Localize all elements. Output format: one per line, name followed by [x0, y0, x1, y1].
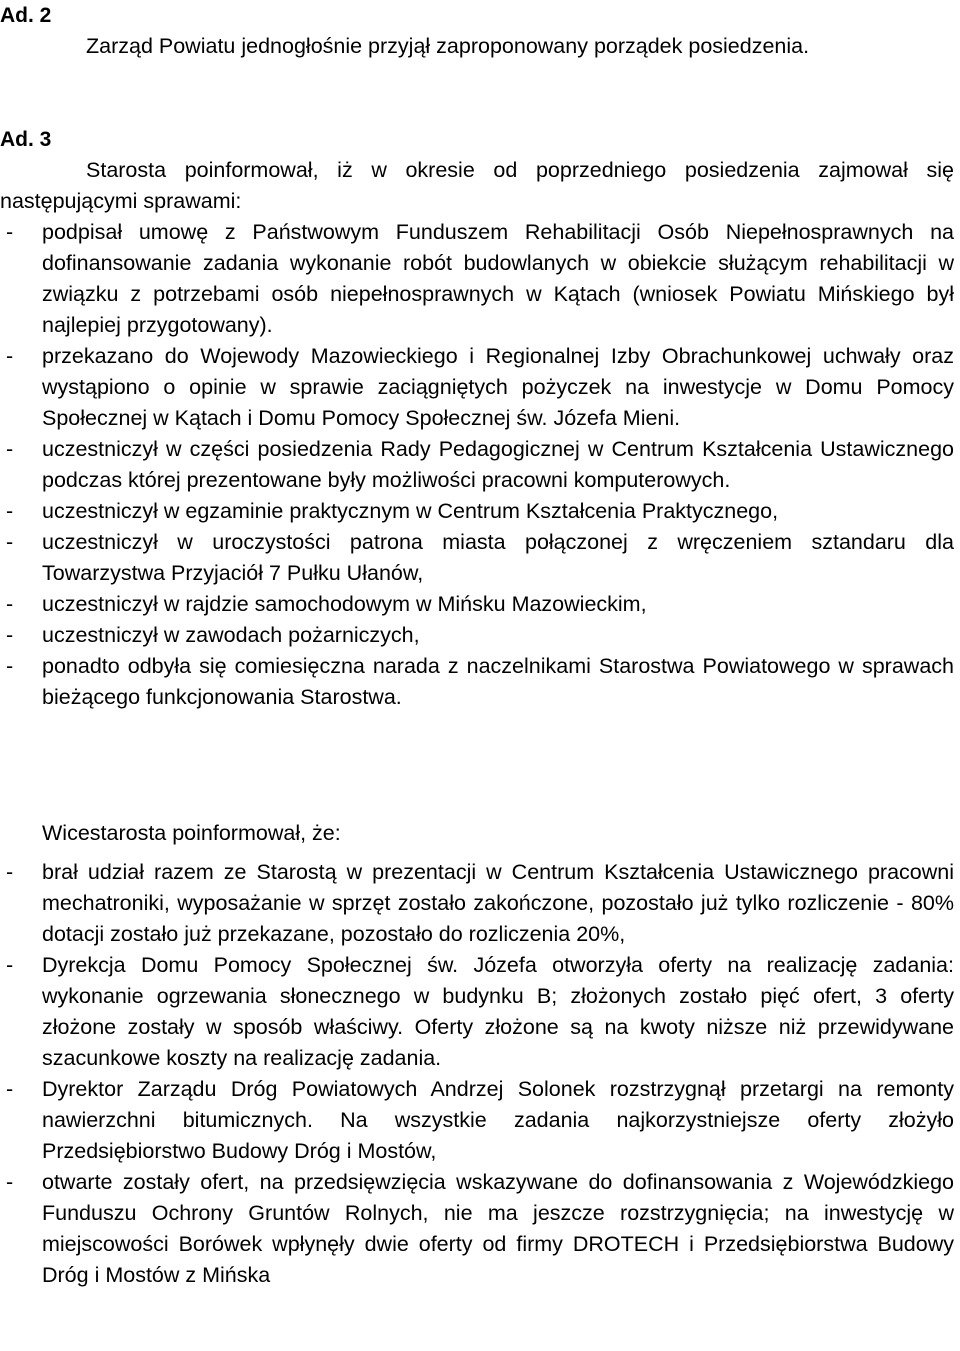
starosta-intro [0, 155, 954, 217]
list-dash: - [6, 1170, 14, 1194]
section-heading-ad3: Ad. 3 [0, 128, 52, 151]
list-item [0, 527, 954, 589]
list-dash: - [6, 220, 14, 244]
list-item-text: Dyrektor Zarządu Dróg Powiatowych Andrzej Solonek rozstrzygnął przetargi na remonty nawierzchni bitumicznych. Na wszystkie zadania najkorzystniejsze oferty złożyło Przedsiębiorstwo Budowy Dróg i Mostów, [42, 1077, 954, 1163]
list-item [0, 620, 954, 651]
ad2-text: Zarząd Powiatu jednogłośnie przyjął zaproponowany porządek posiedzenia. [86, 34, 810, 58]
list-item-text: Dyrekcja Domu Pomocy Społecznej św. Józefa otworzyła oferty na realizację zadania: wykonanie ogrzewania słonecznego w budynku B; złożonych zostało pięć ofert, 3 oferty złożone zostały w sposób właściwy. Oferty złożone są na kwoty niższe niż przewidywane szacunkowe koszty na realizację zadania. [42, 953, 954, 1070]
list-dash: - [6, 437, 14, 461]
list-dash: - [6, 530, 14, 554]
list-item-text: uczestniczył w rajdzie samochodowym w Mińsku Mazowieckim, [42, 592, 647, 616]
list-item [0, 341, 954, 434]
list-item [0, 950, 954, 1074]
section-heading-ad2: Ad. 2 [0, 4, 52, 27]
list-item-text: otwarte zostały ofert, na przedsięwzięcia wskazywane do dofinansowania z Wojewódzkiego Funduszu Ochrony Gruntów Rolnych, nie ma jeszcze rozstrzygnięcia; na inwestycję w miejscowości Borówek wpłynęły dwie oferty od firmy DROTECH i Przedsiębiorstwa Budowy Dróg i Mostów z Mińska [42, 1170, 954, 1287]
list-item [0, 434, 954, 496]
list-item-text: podpisał umowę z Państwowym Funduszem Rehabilitacji Osób Niepełnosprawnych na dofinansowanie zadania wykonanie robót budowlanych w obiekcie służącym rehabilitacji w związku z potrzebami osób niepełnosprawnych w Kątach (wniosek Powiatu Mińskiego był najlepiej przygotowany). [42, 220, 954, 337]
list-item [0, 1074, 954, 1167]
list-dash: - [6, 1077, 14, 1101]
list-dash: - [6, 953, 14, 977]
starosta-list [0, 217, 954, 713]
list-item-text: uczestniczył w egzaminie praktycznym w Centrum Kształcenia Praktycznego, [42, 499, 779, 523]
list-dash: - [6, 654, 14, 678]
list-item [0, 857, 954, 950]
list-dash: - [6, 344, 14, 368]
list-dash: - [6, 592, 14, 616]
ad2-paragraph [0, 31, 954, 62]
list-item-text: uczestniczył w części posiedzenia Rady Pedagogicznej w Centrum Kształcenia Ustawicznego podczas której prezentowane były możliwości pracowni komputerowych. [42, 437, 954, 492]
wicestarosta-intro-text: Wicestarosta poinformował, że: [42, 821, 341, 845]
list-item-text: brał udział razem ze Starostą w prezentacji w Centrum Kształcenia Ustawicznego pracowni mechatroniki, wyposażanie w sprzęt zostało zakończone, pozostało już tylko rozliczenie - 80% dotacji zostało już przekazane, pozostało do rozliczenia 20%, [42, 860, 954, 946]
list-item-text: przekazano do Wojewody Mazowieckiego i Regionalnej Izby Obrachunkowej uchwały oraz wystąpiono o opinie w sprawie zaciągniętych pożyczek na inwestycje w Domu Pomocy Społecznej w Kątach i Domu Pomocy Społecznej św. Józefa Mieni. [42, 344, 954, 430]
list-item [0, 496, 954, 527]
list-dash: - [6, 860, 14, 884]
list-dash: - [6, 499, 14, 523]
list-item [0, 589, 954, 620]
list-item-text: ponadto odbyła się comiesięczna narada z naczelnikami Starostwa Powiatowego w sprawach bieżącego funkcjonowania Starostwa. [42, 654, 954, 709]
wicestarosta-intro [0, 818, 954, 849]
wicestarosta-list [0, 857, 954, 1291]
list-item-text: uczestniczył w uroczystości patrona miasta połączonej z wręczeniem sztandaru dla Towarzystwa Przyjaciół 7 Pułku Ułanów, [42, 530, 954, 585]
list-item [0, 651, 954, 713]
list-item-text: uczestniczył w zawodach pożarniczych, [42, 623, 420, 647]
list-item [0, 217, 954, 341]
list-item [0, 1167, 954, 1291]
starosta-intro-text: Starosta poinformował, iż w okresie od poprzedniego posiedzenia zajmował się następującymi sprawami: [0, 158, 954, 213]
list-dash: - [6, 623, 14, 647]
